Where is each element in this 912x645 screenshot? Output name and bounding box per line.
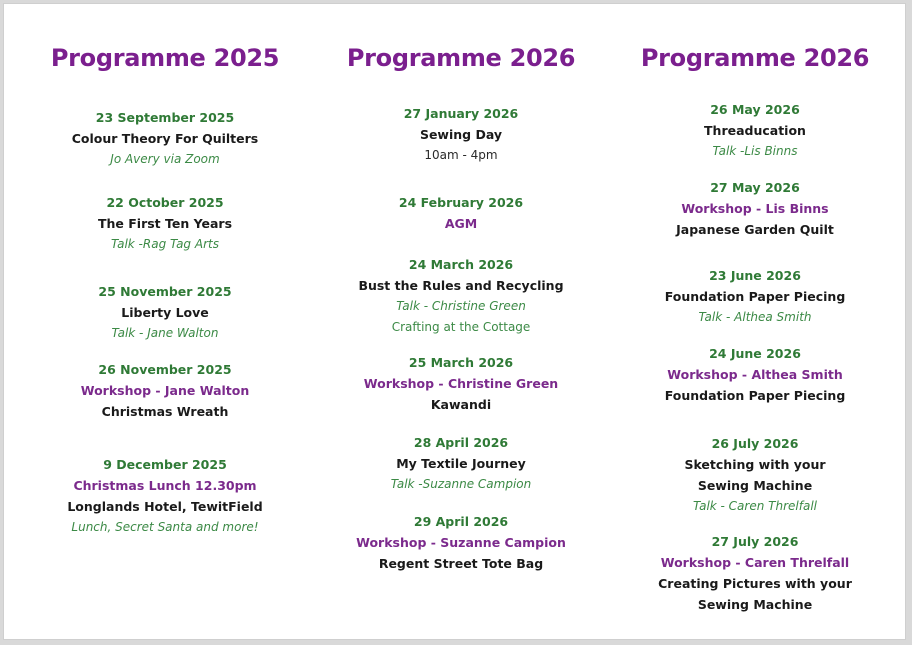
event-workshop: Workshop - Jane Walton: [80, 383, 250, 398]
event-date: 26 May 2026: [710, 102, 800, 117]
event-item: [41, 281, 289, 344]
event-date: 27 July 2026: [711, 534, 799, 549]
event-item: [632, 343, 878, 406]
event-time: 10am - 4pm: [424, 148, 498, 162]
event-title: Threaducation: [704, 123, 806, 138]
event-item: [336, 352, 586, 415]
event-title: Christmas Wreath: [101, 404, 229, 419]
column-heading: Programme 2026: [640, 44, 870, 72]
event-date: 27 January 2026: [403, 106, 519, 121]
event-title: Japanese Garden Quilt: [676, 222, 834, 237]
event-workshop: Workshop - Suzanne Campion: [356, 535, 566, 550]
event-title: Creating Pictures with your: [658, 576, 852, 591]
event-title: Sketching with your: [684, 457, 826, 472]
column-programme-2026-a: [336, 4, 586, 641]
event-date: 24 February 2026: [398, 195, 524, 210]
event-speaker: Talk - Christine Green: [396, 299, 526, 313]
event-agm: AGM: [444, 216, 478, 231]
column-heading: Programme 2025: [50, 44, 280, 72]
column-heading: Programme 2026: [346, 44, 576, 72]
event-title: Liberty Love: [121, 305, 209, 320]
event-speaker: Lunch, Secret Santa and more!: [71, 520, 259, 534]
event-item: [41, 454, 289, 538]
event-date: 26 November 2025: [98, 362, 232, 377]
event-date: 24 March 2026: [408, 257, 514, 272]
event-title: Sewing Day: [419, 127, 503, 142]
event-item: [632, 433, 878, 517]
event-item: [336, 192, 586, 234]
event-item: [336, 254, 586, 338]
event-title: Regent Street Tote Bag: [378, 556, 544, 571]
column-programme-2026-b: [632, 4, 878, 641]
event-date: 29 April 2026: [413, 514, 509, 529]
event-speaker: Talk - Caren Threlfall: [693, 499, 817, 513]
event-date: 27 May 2026: [710, 180, 800, 195]
event-item: [41, 359, 289, 422]
event-date: 24 June 2026: [709, 346, 801, 361]
event-speaker: Talk -Lis Binns: [712, 144, 798, 158]
event-item: [41, 192, 289, 255]
event-workshop: Workshop - Althea Smith: [667, 367, 843, 382]
event-title: The First Ten Years: [97, 216, 233, 231]
event-workshop: Workshop - Caren Threlfall: [660, 555, 850, 570]
event-speaker: Talk -Suzanne Campion: [390, 477, 532, 491]
event-speaker: Talk - Althea Smith: [698, 310, 812, 324]
event-workshop: Workshop - Lis Binns: [681, 201, 829, 216]
event-item: [336, 432, 586, 495]
event-item: [41, 107, 289, 170]
event-date: 25 November 2025: [98, 284, 232, 299]
event-title-continued: Sewing Machine: [697, 478, 813, 493]
event-item: [632, 99, 878, 162]
event-date: 25 March 2026: [408, 355, 514, 370]
event-workshop: Workshop - Christine Green: [363, 376, 559, 391]
programme-flyer: [3, 3, 906, 640]
event-item: [632, 531, 878, 615]
event-date: 28 April 2026: [413, 435, 509, 450]
event-date: 9 December 2025: [103, 457, 227, 472]
event-title: Longlands Hotel, TewitField: [67, 499, 263, 514]
event-speaker: Talk - Jane Walton: [111, 326, 219, 340]
event-item: [632, 265, 878, 328]
event-title: Foundation Paper Piecing: [664, 289, 846, 304]
event-title-continued: Sewing Machine: [697, 597, 813, 612]
event-title: Bust the Rules and Recycling: [358, 278, 564, 293]
event-speaker: Talk -Rag Tag Arts: [111, 237, 219, 251]
event-title: Colour Theory For Quilters: [71, 131, 259, 146]
event-title: My Textile Journey: [396, 456, 526, 471]
event-date: 26 July 2026: [711, 436, 799, 451]
event-date: 23 June 2026: [709, 268, 801, 283]
event-title: Foundation Paper Piecing: [664, 388, 846, 403]
event-date: 22 October 2025: [106, 195, 224, 210]
event-date: 23 September 2025: [95, 110, 235, 125]
event-venue: Crafting at the Cottage: [391, 320, 531, 334]
event-title: Kawandi: [430, 397, 492, 412]
event-item: [336, 511, 586, 574]
event-speaker: Jo Avery via Zoom: [110, 152, 220, 166]
event-item: [336, 103, 586, 166]
event-item: [632, 177, 878, 240]
event-christmas-lunch: Christmas Lunch 12.30pm: [73, 478, 257, 493]
column-programme-2025: [41, 4, 289, 641]
